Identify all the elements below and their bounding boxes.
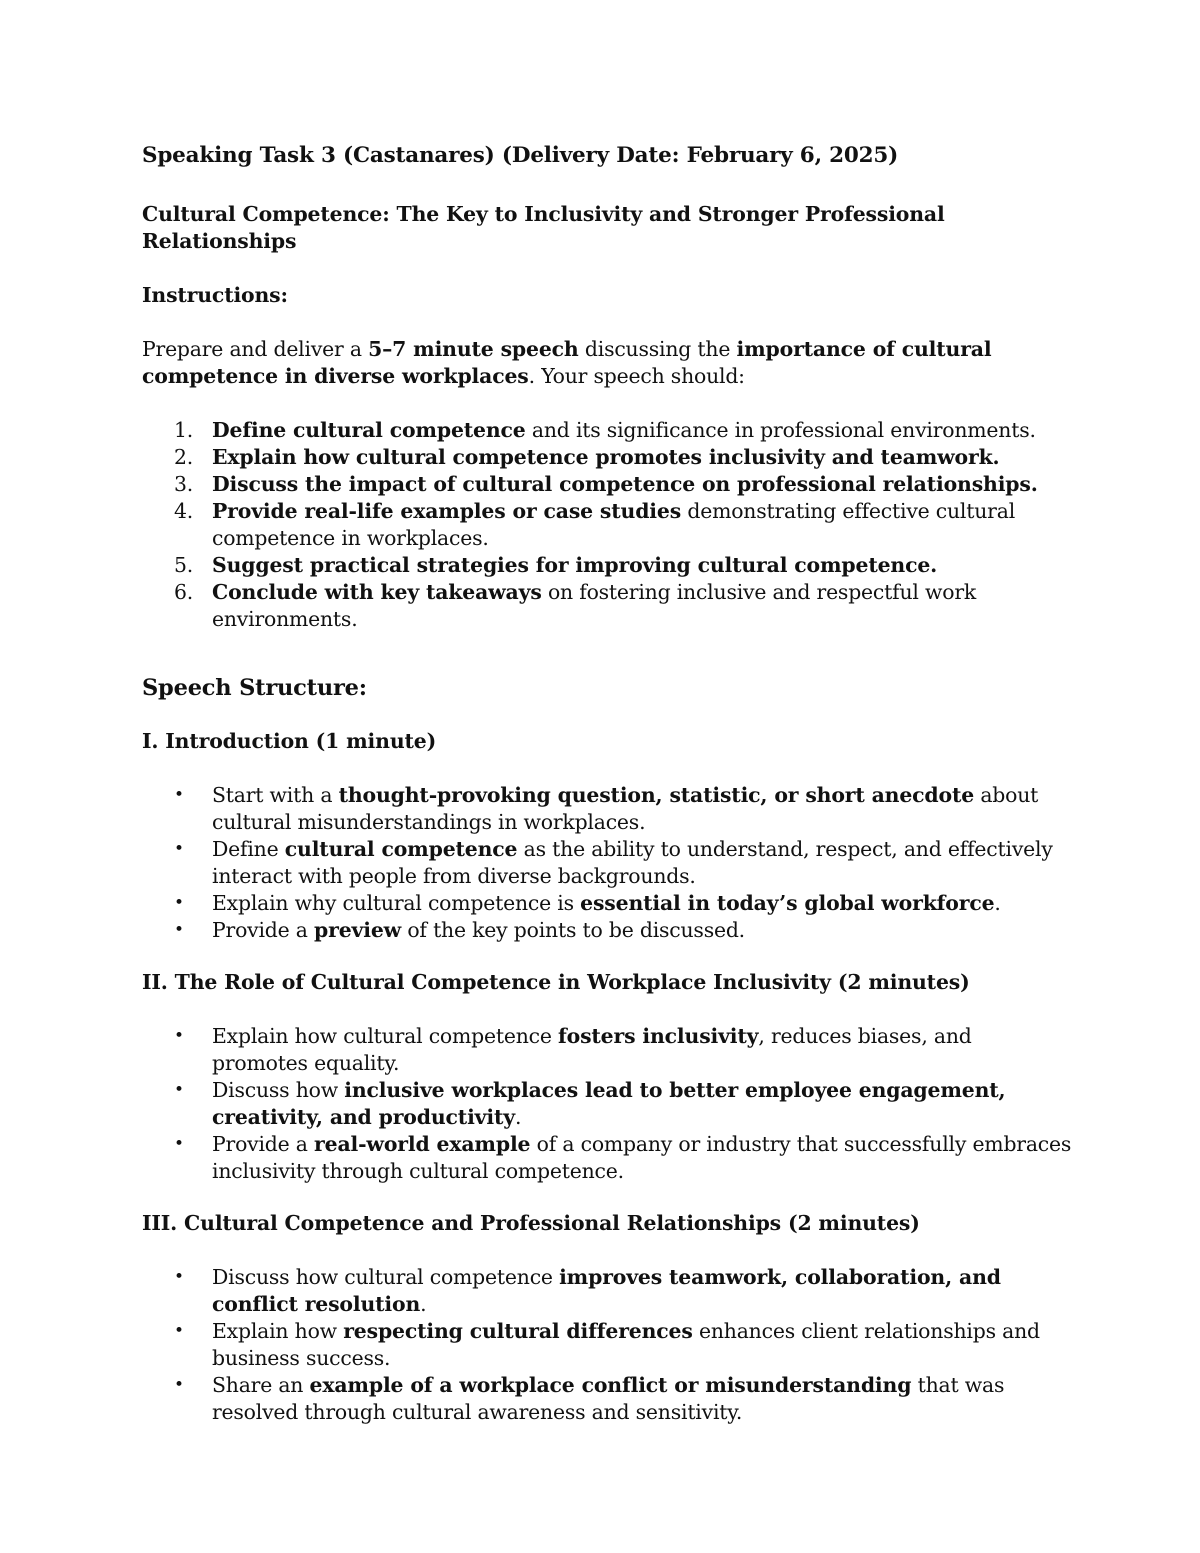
item-emphasis: Discuss the impact of cultural competence on professional relationships. bbox=[212, 472, 1038, 496]
intro-emphasis: 5–7 minute speech bbox=[368, 337, 579, 361]
instruction-item bbox=[142, 444, 1072, 471]
bullet-item bbox=[142, 917, 1072, 944]
bullet-emphasis: respecting cultural differences bbox=[343, 1319, 693, 1343]
bullet-text: Explain how bbox=[212, 1319, 344, 1343]
bullet-text: as the ability to understand, respect, and effectively interact with people from diverse backgrounds. bbox=[212, 837, 1053, 888]
bullet-text: about cultural misunderstandings in workplaces. bbox=[212, 783, 1039, 834]
bullet-text: , reduces biases, and promotes equality. bbox=[212, 1024, 972, 1075]
bullet-emphasis: improves teamwork, collaboration, and conflict resolution bbox=[212, 1265, 1001, 1316]
bullet-item bbox=[142, 1131, 1072, 1185]
bullet-emphasis: preview bbox=[314, 918, 402, 942]
intro-emphasis: importance of cultural competence in diverse workplaces bbox=[142, 337, 992, 388]
bullet-text: . bbox=[994, 891, 1001, 915]
bullet-text: Explain how cultural competence bbox=[212, 1024, 559, 1048]
bullet-icon: • bbox=[174, 1026, 184, 1046]
item-number: 4. bbox=[174, 499, 194, 523]
bullet-item bbox=[142, 1318, 1072, 1372]
instruction-item bbox=[142, 552, 1072, 579]
bullet-icon: • bbox=[174, 785, 184, 805]
bullet-text: Discuss how bbox=[212, 1078, 345, 1102]
section-bullet-list bbox=[142, 1023, 1072, 1185]
bullet-item bbox=[142, 836, 1072, 890]
instruction-item bbox=[142, 417, 1072, 444]
bullet-text: . bbox=[514, 1105, 522, 1129]
item-emphasis: Provide real-life examples or case studies bbox=[212, 499, 682, 523]
bullet-text: enhances client relationships and business success. bbox=[212, 1319, 1040, 1370]
section-heading: I. Introduction (1 minute) bbox=[142, 729, 437, 753]
intro-text: . Your speech should: bbox=[528, 364, 745, 388]
bullet-item bbox=[142, 890, 1072, 917]
speech-structure-heading: Speech Structure: bbox=[142, 675, 367, 701]
item-emphasis: Conclude with key takeaways bbox=[212, 580, 542, 604]
bullet-emphasis: thought-provoking question, statistic, or short anecdote bbox=[338, 783, 975, 807]
item-number: 3. bbox=[174, 472, 194, 496]
bullet-item bbox=[142, 782, 1072, 836]
item-text: on fostering inclusive and respectful work environments. bbox=[212, 580, 977, 631]
bullet-emphasis: fosters inclusivity bbox=[558, 1024, 759, 1048]
section-heading: II. The Role of Cultural Competence in Workplace Inclusivity (2 minutes) bbox=[142, 970, 970, 994]
item-text: demonstrating effective cultural competence in workplaces. bbox=[212, 499, 1016, 550]
document-subtitle: Cultural Competence: The Key to Inclusivity and Stronger Professional Relationships bbox=[142, 202, 945, 253]
instruction-item bbox=[142, 498, 1072, 552]
item-text: and its significance in professional environments. bbox=[525, 418, 1036, 442]
document-title: Speaking Task 3 (Castanares) (Delivery Date: February 6, 2025) bbox=[142, 143, 899, 168]
bullet-text: Start with a bbox=[212, 783, 339, 807]
bullet-text: of the key points to be discussed. bbox=[401, 918, 745, 942]
bullet-text: . bbox=[420, 1292, 427, 1316]
instructions-heading: Instructions: bbox=[142, 283, 288, 307]
bullet-emphasis: real-world example bbox=[314, 1132, 531, 1156]
bullet-icon: • bbox=[174, 1134, 184, 1154]
bullet-icon: • bbox=[174, 893, 184, 913]
bullet-text: that was resolved through cultural awareness and sensitivity. bbox=[212, 1373, 1005, 1424]
bullet-icon: • bbox=[174, 839, 184, 859]
bullet-text: Discuss how cultural competence bbox=[212, 1265, 560, 1289]
item-emphasis: Suggest practical strategies for improving cultural competence. bbox=[212, 553, 938, 577]
bullet-text: Define bbox=[212, 837, 285, 861]
item-emphasis: Define cultural competence bbox=[212, 418, 526, 442]
bullet-icon: • bbox=[174, 1375, 184, 1395]
bullet-item bbox=[142, 1264, 1072, 1318]
document-page bbox=[142, 140, 1072, 1426]
bullet-text: of a company or industry that successfully embraces inclusivity through cultural competence. bbox=[212, 1132, 1072, 1183]
bullet-icon: • bbox=[174, 920, 184, 940]
bullet-emphasis: example of a workplace conflict or misunderstanding bbox=[309, 1373, 912, 1397]
bullet-text: Provide a bbox=[212, 1132, 315, 1156]
instructions-list bbox=[142, 417, 1072, 633]
bullet-emphasis: essential in today’s global workforce bbox=[580, 891, 995, 915]
bullet-item bbox=[142, 1023, 1072, 1077]
intro-paragraph bbox=[142, 336, 1072, 390]
bullet-item bbox=[142, 1077, 1072, 1131]
intro-text: Prepare and deliver a bbox=[142, 337, 369, 361]
instruction-item bbox=[142, 579, 1072, 633]
bullet-icon: • bbox=[174, 1321, 184, 1341]
bullet-icon: • bbox=[174, 1080, 184, 1100]
item-emphasis: Explain how cultural competence promotes inclusivity and teamwork. bbox=[212, 445, 1000, 469]
bullet-emphasis: cultural competence bbox=[284, 837, 518, 861]
bullet-icon: • bbox=[174, 1267, 184, 1287]
bullet-text: Share an bbox=[212, 1373, 310, 1397]
item-number: 2. bbox=[174, 445, 194, 469]
section-bullet-list bbox=[142, 1264, 1072, 1426]
section-heading: III. Cultural Competence and Professional Relationships (2 minutes) bbox=[142, 1211, 920, 1235]
intro-text: discussing the bbox=[578, 337, 737, 361]
item-number: 1. bbox=[174, 418, 194, 442]
item-number: 6. bbox=[174, 580, 194, 604]
instruction-item bbox=[142, 471, 1072, 498]
bullet-text: Explain why cultural competence is bbox=[212, 891, 581, 915]
bullet-text: Provide a bbox=[212, 918, 315, 942]
section-bullet-list bbox=[142, 782, 1072, 944]
item-number: 5. bbox=[174, 553, 194, 577]
bullet-item bbox=[142, 1372, 1072, 1426]
bullet-emphasis: inclusive workplaces lead to better employee engagement, creativity, and productivity bbox=[212, 1078, 1006, 1129]
